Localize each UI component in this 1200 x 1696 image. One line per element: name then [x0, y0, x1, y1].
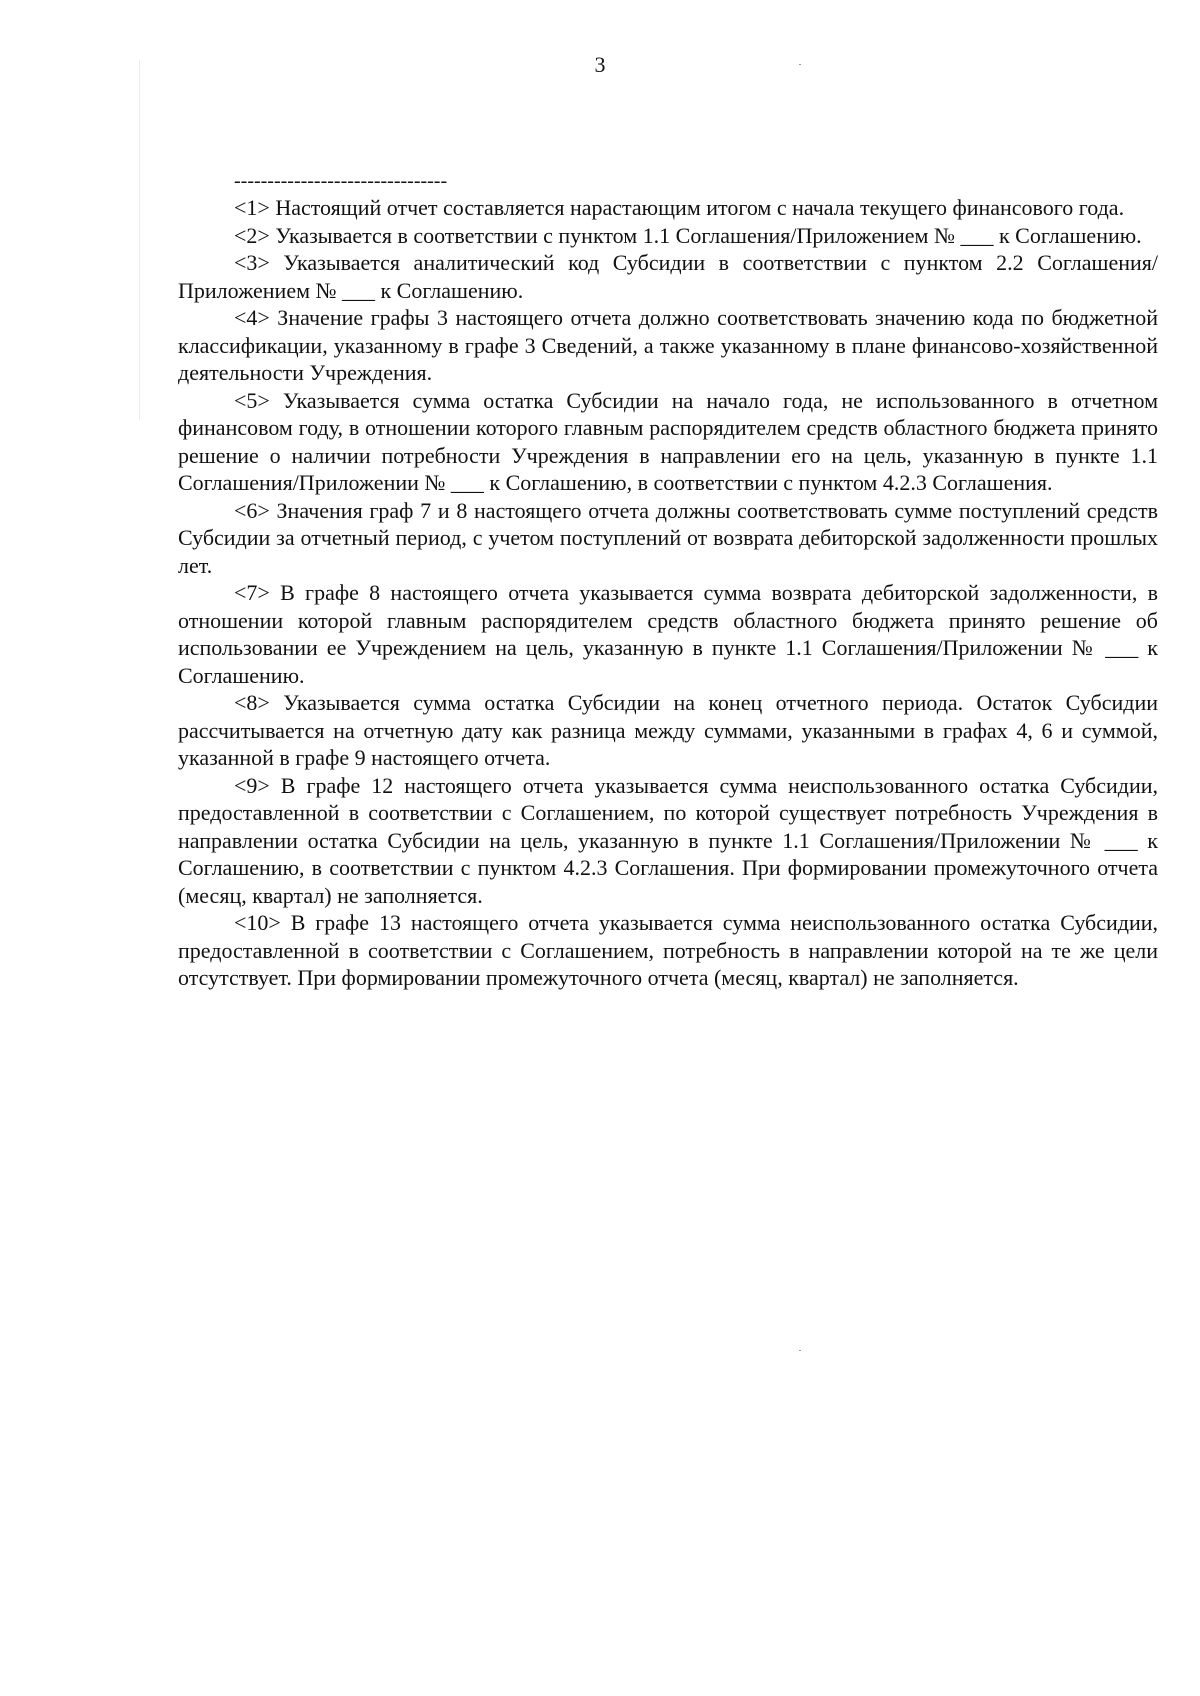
footnote-4: <4> Значение графы 3 настоящего отчета должно соответствовать значению кода по бюджетной классификации, указанному в графе 3 Сведений, а также указанному в плане финансово-хозяйственной деятельности Учреждения. — [178, 305, 1158, 385]
footnote-3: <3> Указывается аналитический код Субсидии в соответствии с пунктом 2.2 Соглашения/Приложением № ___ к Соглашению. — [178, 250, 1158, 303]
scan-artifact-line — [139, 60, 140, 420]
scan-artifact-dot — [799, 1350, 801, 1351]
footnote-7: <7> В графе 8 настоящего отчета указывается сумма возврата дебиторской задолженности, в отношении которой главным распорядителем средств областного бюджета принято решение об использовании ее Учреждением на цель, указанную в пункте 1.1 Соглашения/Приложении № ___ к Соглашению. — [178, 580, 1158, 688]
footnote-1: <1> Настоящий отчет составляется нарастающим итогом с начала текущего финансового года. — [234, 195, 1125, 220]
footnote-separator: -------------------------------- — [234, 170, 448, 192]
footnote-9: <9> В графе 12 настоящего отчета указывается сумма неиспользованного остатка Субсидии, предоставленной в соответствии с Соглашением, по которой существует потребность Учреждения в направлении остатка Субсидии на цель, указанную в пункте 1.1 Соглашения/Приложении № ___ к Соглашению, в соответствии с пунктом 4.2.3 Соглашения. При формировании промежуточного отчета (месяц, квартал) не заполняется. — [178, 772, 1158, 908]
footnotes-section — [178, 168, 1158, 992]
page-number: 3 — [594, 52, 606, 77]
footnote-5: <5> Указывается сумма остатка Субсидии на начало года, не использованного в отчетном финансовом году, в отношении которого главным распорядителем средств областного бюджета принято решение о наличии потребности Учреждения в направлении его на цель, указанную в пункте 1.1 Соглашения/Приложении № ___ к Соглашению, в соответствии с пунктом 4.2.3 Соглашения. — [178, 387, 1158, 495]
footnote-6: <6> Значения граф 7 и 8 настоящего отчета должны соответствовать сумме поступлений средств Субсидии за отчетный период, с учетом поступлений от возврата дебиторской задолженности прошлых лет. — [178, 497, 1158, 578]
footnote-2: <2> Указывается в соответствии с пунктом 1.1 Соглашения/Приложением № ___ к Соглашению. — [234, 222, 1142, 248]
footnote-8: <8> Указывается сумма остатка Субсидии на конец отчетного периода. Остаток Субсидии рассчитывается на отчетную дату как разница между суммами, указанными в графах 4, 6 и суммой, указанной в графе 9 настоящего отчета. — [178, 690, 1158, 770]
footnote-10: <10> В графе 13 настоящего отчета указывается сумма неиспользованного остатка Субсидии, предоставленной в соответствии с Соглашением, потребность в направлении которой на те же цели отсутствует. При формировании промежуточного отчета (месяц, квартал) не заполняется. — [178, 910, 1158, 990]
